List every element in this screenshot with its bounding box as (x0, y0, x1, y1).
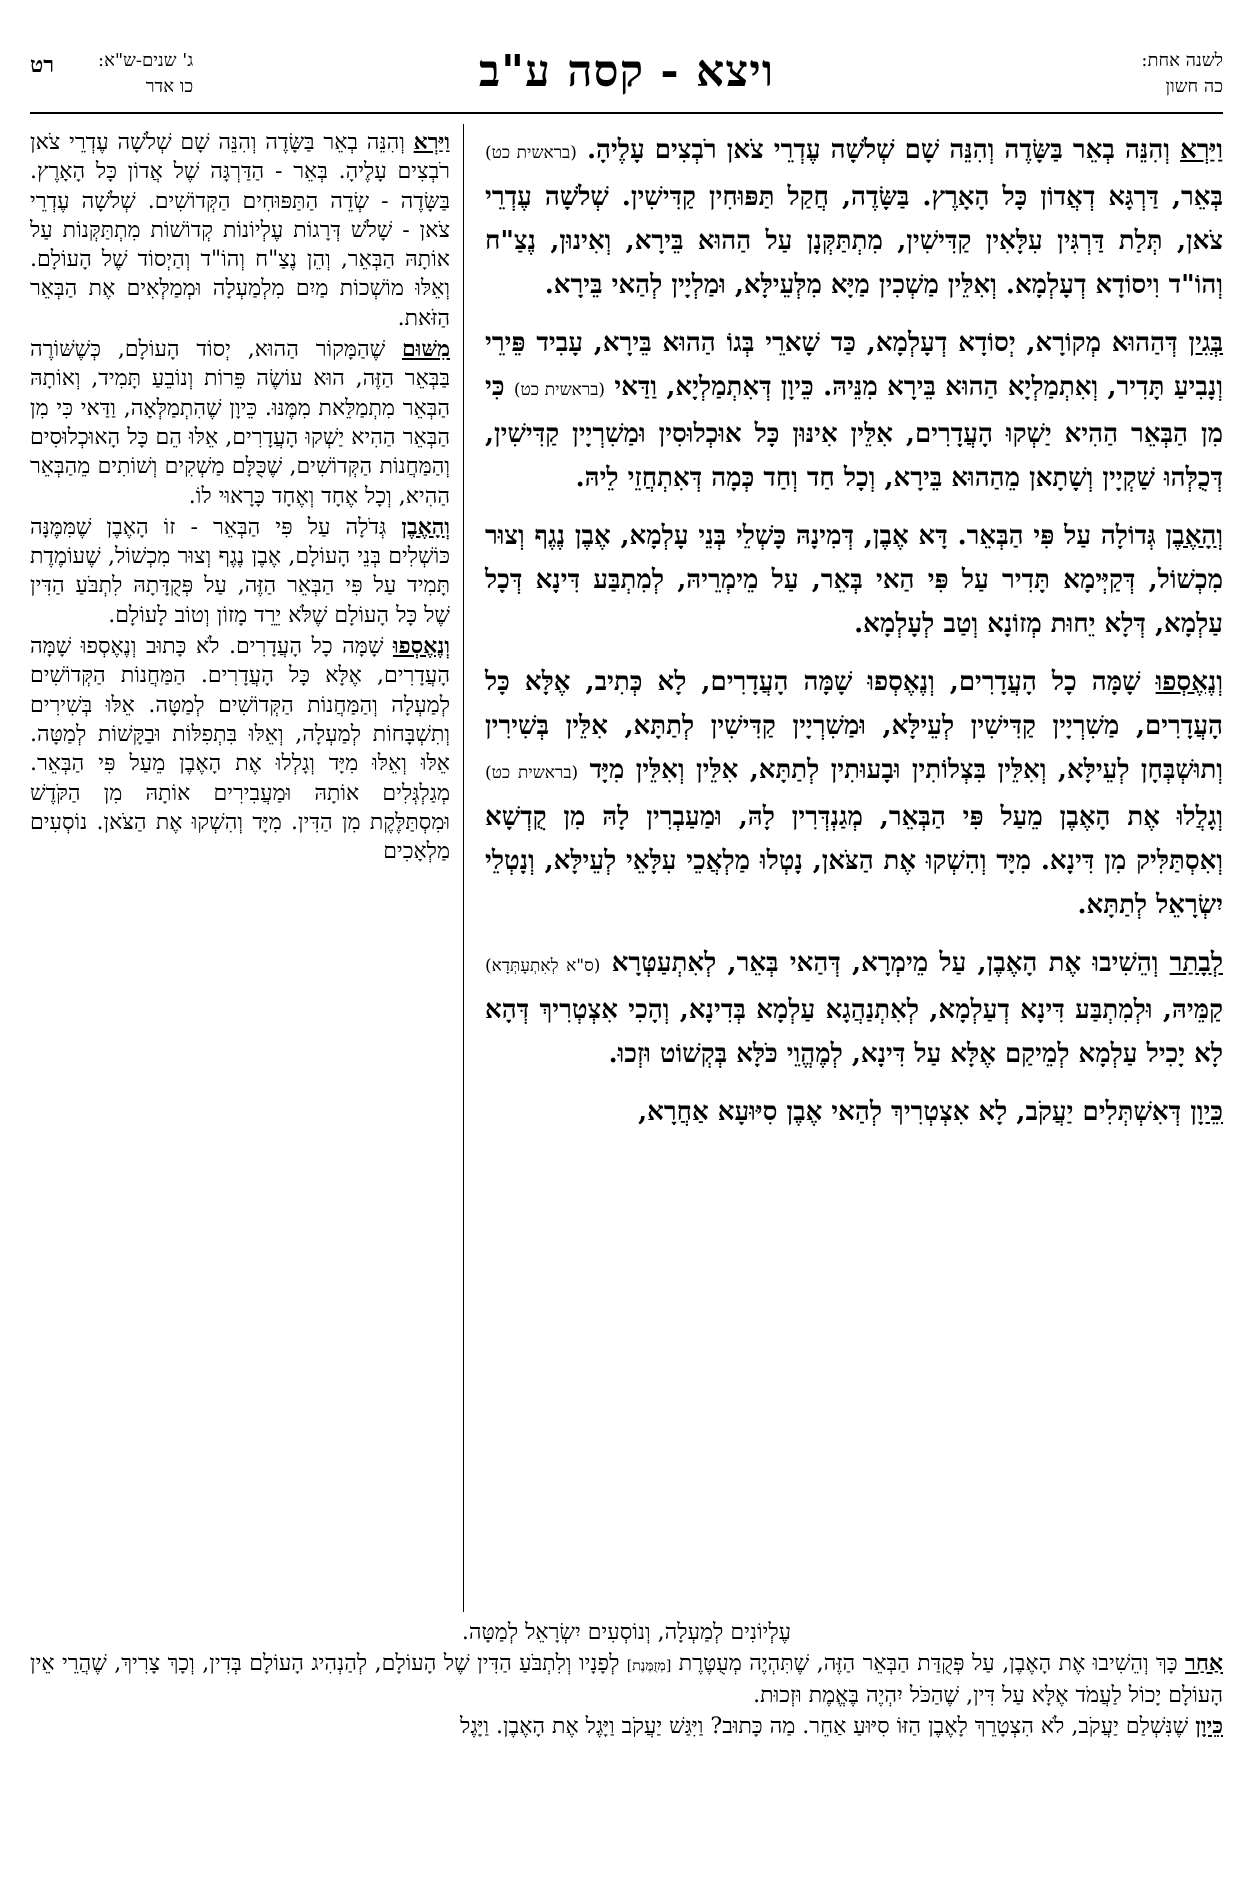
main-paragraph (485, 321, 1223, 500)
main-paragraph (485, 514, 1223, 646)
paragraph-text: גְּדֹלָה עַל פִּי הַבְּאֵר - זוֹ הָאֶבֶן שֶׁמִּמֶּנָּה כּוֹשְׁלִים בְּנֵי הָעוֹלָם, אֶבֶן נֶגֶף וְצוּר מִכְשׁוֹל, שֶׁעוֹמֶדֶת תָּמִיד עַל פִּי הַבְּאֵר הַזֶּה, עַל פְּקֻדָּתָהּ לִתְבֹּעַ הַדִּין שֶׁל כָּל הָעוֹלָם שֶׁלֹּא יֵרֵד מָזוֹן וְטוֹב לָעוֹלָם. (30, 514, 450, 628)
paragraph-text: שֶׁנִּשְׁלַם יַעֲקֹב, לֹא הִצְטָרֵךְ לָאֶבֶן הַזּוֹ סִיּוּעַ אַחֵר. מַה כָּתוּב? וַיִּגַּשׁ יַעֲקֹב וַיָּגֶל אֶת הָאֶבֶן. וַיָּגֶל (460, 1714, 1196, 1739)
column-divider (463, 124, 464, 1612)
main-paragraph (485, 128, 1223, 307)
main-paragraph (485, 941, 1223, 1076)
paragraph-text: שָׁמָּה כָל הָעֲדָרִים, וְנֶאֶסְפוּ שָׁמָּה הָעֲדָרִים, לָא כְּתִיב, אֶלָּא כָּל הָעֲדָרִים, מַשִׁרְיָין קַדִּישִׁין לְעֵילָּא, וּמַשִׁרְיָין קַדִּישִׁין לְתַתָּא, אִלֵּין בְּשִׁירִין וְתוּשְׁבְּחָן לְעֵילָּא, וְאִלֵּין בִּצְלוֹתִין וּבָעוּתִין לְתַתָּא, אִלֵּין וְאִלֵּין מִיָּד (485, 667, 1223, 785)
main-paragraph (485, 660, 1223, 927)
main-text-column (485, 128, 1223, 1148)
translation-paragraph (30, 1712, 1223, 1741)
schedule-date-one-year: כה חשון (1165, 76, 1223, 97)
paragraph-lead-word: אַחַר (1185, 1650, 1223, 1676)
page-header (30, 42, 1223, 106)
paragraph-text: כָּךְ וְהֵשִׁיבוּ אֶת הָאֶבֶן, עַל פְּקֻדַּת הַבְּאֵר הַזֶּה, שֶׁתִּהְיֶה מְעֻטֶּרֶת (678, 1651, 1186, 1676)
source-reference: (בראשית כט) (485, 763, 579, 783)
paragraph-lead-word: וַיַּרְא (1180, 135, 1223, 165)
paragraph-lead-word: וְהָאֶבֶן (401, 513, 450, 540)
paragraph-text: וְהִנֵּה בְאֵר בַּשָּׂדֶה וְהִנֵּה שָׁם שְׁלֹשָׁה עֶדְרֵי צֹאן רֹבְצִים עָלֶיהָ. (586, 135, 1181, 165)
translation-paragraph (30, 335, 450, 511)
paragraph-text: דְּהַהוּא מְקוֹרָא, יְסוֹדָא דְעָלְמָא, כַּד שָׁארֵי בְּגוֹ הַהוּא בֵּירָא, עָבִיד פֵּירֵי וְנָבִיעַ תָּדִיר, וְאִתְמַלְיָא הַהוּא בֵּירָא מִנֵּיהּ. כֵּיוָן דְּאִתְמַלְיָא, וַדַּאי (485, 328, 1223, 402)
paragraph-text: שֶׁהַמָּקוֹר הַהוּא, יְסוֹד הָעוֹלָם, כְּשֶׁשּׁוֹרֶה בַּבְּאֵר הַזֶּה, הוּא עוֹשֶׂה פֵּרוֹת וְנוֹבֵעַ תָּמִיד, וְאוֹתָהּ הַבְּאֵר מִתְמַלֵּאת מִמֶּנּוּ. כֵּיוָן שֶׁהִתְמַלְּאָה, וַדַּאי כִּי מִן הַבְּאֵר הַהִיא יַשְׁקוּ הָעֲדָרִים, אֵלּוּ הֵם כָּל הָאוּכְלוּסִים וְהַמַּחֲנוֹת הַקְּדוֹשִׁים, שֶׁכֻּלָּם מַשְׁקִים וְשׁוֹתִים מֵהַבְּאֵר הַהִיא, וְכָל אֶחָד וְאֶחָד כָּרָאוּי לוֹ. (30, 337, 450, 509)
paragraph-text: כִּי מִן הַבְּאֵר הַהִיא יַשְׁקוּ הָעֲדָרִים, אִלֵּין אִינּוּן כָּל אוּכְלוּסִין וּמַשִׁרְיָין קַדִּישִׁין, דְּכֻלְּהוּ שַׁקְיָין וְשָׁתָאן מֵהַהוּא בֵּירָא, וְכָל חַד וְחַד כְּמָה דְּאִתְחֲזֵי לֵיהּ. (485, 372, 1223, 493)
source-reference: (בראשית כט) (485, 143, 577, 163)
translation-column (30, 128, 450, 868)
paragraph-text: גְּדוֹלָה עַל פִּי הַבְּאֵר. דָּא אֶבֶן, דְּמִינָהּ כָּשְׁלֵי בְּנֵי עָלְמָא, אֶבֶן נֶגֶף וְצוּר מִכְשׁוֹל, דְּקַיְּימָא תָּדִיר עַל פִּי הַאי בְּאֵר, עַל מֵימְרֵיהּ, לְמִתְבַּע דִּינָא דְּכָל עַלְמָא, דְּלָא יֵחוּת מְזוֹנָא וְטַב לְעָלְמָא. (485, 521, 1223, 639)
page-title: ויצא - קסה ע"ב (478, 46, 775, 97)
study-schedule-three-year (98, 48, 193, 100)
paragraph-lead-word: וַיַּרְא (413, 129, 450, 155)
page-number: רט (30, 52, 55, 78)
paragraph-lead-word: וְהָאֶבֶן (1165, 521, 1223, 551)
translation-paragraph (30, 1649, 1223, 1710)
translation-paragraph (30, 513, 450, 630)
paragraph-lead-word: וְנֶאֶסְפוּ (1155, 667, 1223, 697)
schedule-date-three-year: כו אדר (145, 76, 194, 97)
header-rule (30, 112, 1223, 114)
paragraph-text: דְּאִשְׁתְּלִים יַעֲקֹב, לָא אִצְטְרִיךְ לְהַאי אֶבֶן סִיּוּעָא אַחֲרָא, (638, 1097, 1191, 1127)
paragraph-lead-word: בְּגִין (1188, 328, 1223, 358)
paragraph-lead-word: לְבָתַר (1169, 948, 1223, 978)
translation-paragraph (30, 128, 450, 333)
schedule-label-three-year: ג' שנים-ש"א: (98, 50, 194, 71)
paragraph-lead-word: כֵּיוָן (1190, 1097, 1223, 1127)
paragraph-lead-word: כֵּיוָן (1195, 1713, 1223, 1739)
source-reference: (ס"א לְאִתְעָתְּדָא) (485, 956, 601, 976)
paragraph-lead-word: וְנֶאֶסְפוּ (392, 633, 450, 660)
translation-paragraph (30, 632, 450, 866)
main-paragraph (485, 1090, 1223, 1134)
bottom-continuation (30, 1618, 1223, 1743)
paragraph-text: וְהֵשִׁיבוּ אֶת הָאֶבֶן, עַל מֵימְרָא, דְּהַאי בְּאֵר, לְאִתְעַטְּרָא (611, 948, 1170, 978)
paragraph-text: וְגָלֲלוּ אֶת הָאֶבֶן מֵעַל פִּי הַבְּאֵר, מְגַנְדְּרִין לָהּ, וּמַעַבְרִין לָהּ מִן קֻדְשָׁא וְאִסְתַּלִּיק מִן דִּינָא. מִיָּד וְהִשְׁקוּ אֶת הַצֹּאן, נָטְלוּ מַלְאֲכֵי עִלָּאֵי לְעֵילָּא, וְנָטְלֵי יִשְׂרָאֵל לְתַתָּא. (485, 802, 1223, 920)
paragraph-text: קַמֵּיהּ, וּלְמִתְבַּע דִּינָא דְעַלְמָא, לְאִתְנַהֲגָא עַלְמָא בְּדִינָא, וְהָכִי אִצְטְרִיךְ דְּהָא לָא יָכִיל עַלְמָא לְמֵיקַם אֶלָּא עַל דִּינָא, לְמֶהֱוֵי כֹּלָּא בְּקְשׁוֹט וּזְכוּ. (485, 995, 1223, 1069)
variant-note: [מְזֻמֶּנֶת] (626, 1658, 672, 1674)
paragraph-lead-word: מִשּׁוּם (402, 336, 450, 363)
continuation-line: עֶלְיוֹנִים לְמַעְלָה, וְנוֹסְעִים יִשְׂרָאֵל לְמַטָּה. (461, 1620, 792, 1645)
paragraph-text: וְהִנֵּה בְאֵר בַּשָּׂדֶה וְהִנֵּה שָׁם שְׁלֹשָׁה עֶדְרֵי צֹאן רֹבְצִים עָלֶיהָ. בְּאֵר - הַדַּרְגָּה שֶׁל אֲדוֹן כָּל הָאָרֶץ. בַּשָּׂדֶה - שְׂדֵה הַתַּפּוּחִים הַקְּדוֹשִׁים. שְׁלֹשָׁה עֶדְרֵי צֹאן - שָׁלֹשׁ דְּרָגוֹת עֶלְיוֹנוֹת קְדוֹשׁוֹת מִתְתַּקְּנוֹת עַל אוֹתָהּ הַבְּאֵר, וְהֵן נֶצַ"ח וְהוֹ"ד וְהַיְסוֹד שֶׁל הָעוֹלָם. וְאֵלּוּ מוֹשְׁכוֹת מַיִם מִלְמַעְלָה וּמְמַלְּאִים אֶת הַבְּאֵר הַזֹּאת. (30, 130, 450, 331)
paragraph-text: לְפָנָיו וְלִתְבֹּעַ הַדִּין שֶׁל הָעוֹלָם, לְהַנְהִיג הָעוֹלָם בְּדִין, וְכָךְ צָרִיךְ, שֶׁהֲרֵי אֵין הָעוֹלָם יָכוֹל לַעֲמֹד אֶלָּא עַל דִּין, שֶׁהַכֹּל יִהְיֶה בֶּאֱמֶת וּזְכוּת. (30, 1651, 1223, 1708)
paragraph-text: שָׁמָּה כָל הָעֲדָרִים. לֹא כָּתוּב וְנֶאֶסְפוּ שָׁמָּה הָעֲדָרִים, אֶלָּא כָּל הָעֲדָרִים. הַמַּחֲנוֹת הַקְּדוֹשִׁים לְמַעְלָה וְהַמַּחֲנוֹת הַקְּדוֹשִׁים לְמַטָּה. אֵלּוּ בְּשִׁירִים וְתִשְׁבָּחוֹת לְמַעְלָה, וְאֵלּוּ בִּתְפִלּוֹת וּבַקָּשׁוֹת לְמַטָּה. אֵלּוּ וְאֵלּוּ מִיָּד וְגָלְלוּ אֶת הָאֶבֶן מֵעַל פִּי הַבְּאֵר. מְגַלְגְּלִים אוֹתָהּ וּמַעֲבִירִים אוֹתָהּ מִן הַקֹּדֶשׁ וּמִסְתַּלֶּקֶת מִן הַדִּין. מִיָּד וְהִשְׁקוּ אֶת הַצֹּאן. נוֹסְעִים מַלְאָכִים (30, 634, 450, 865)
paragraph-text: בְּאֵר, דַּרְגָּא דְאֲדוֹן כָּל הָאָרֶץ. בַּשָּׂדֶה, חֲקַל תַּפּוּחִין קַדִּישִׁין. שְׁלֹשָׁה עֶדְרֵי צֹאן, תְּלַת דַּרְגִּין עִלָּאִין קַדִּישִׁין, מִתְתַּקְּנָן עַל הַהוּא בֵּירָא, וְאִינוּן, נֶצַ"ח וְהוֹ"ד וִיסוֹדָא דְעָלְמָא. וְאִלֵּין מַשְׁכִין מַיָּא מִלְּעֵילָּא, וּמַלְיָין לְהַאי בֵּירָא. (485, 182, 1223, 300)
source-reference: (בראשית כט) (513, 380, 606, 400)
schedule-label-one-year: לשנה אחת: (1141, 50, 1223, 71)
